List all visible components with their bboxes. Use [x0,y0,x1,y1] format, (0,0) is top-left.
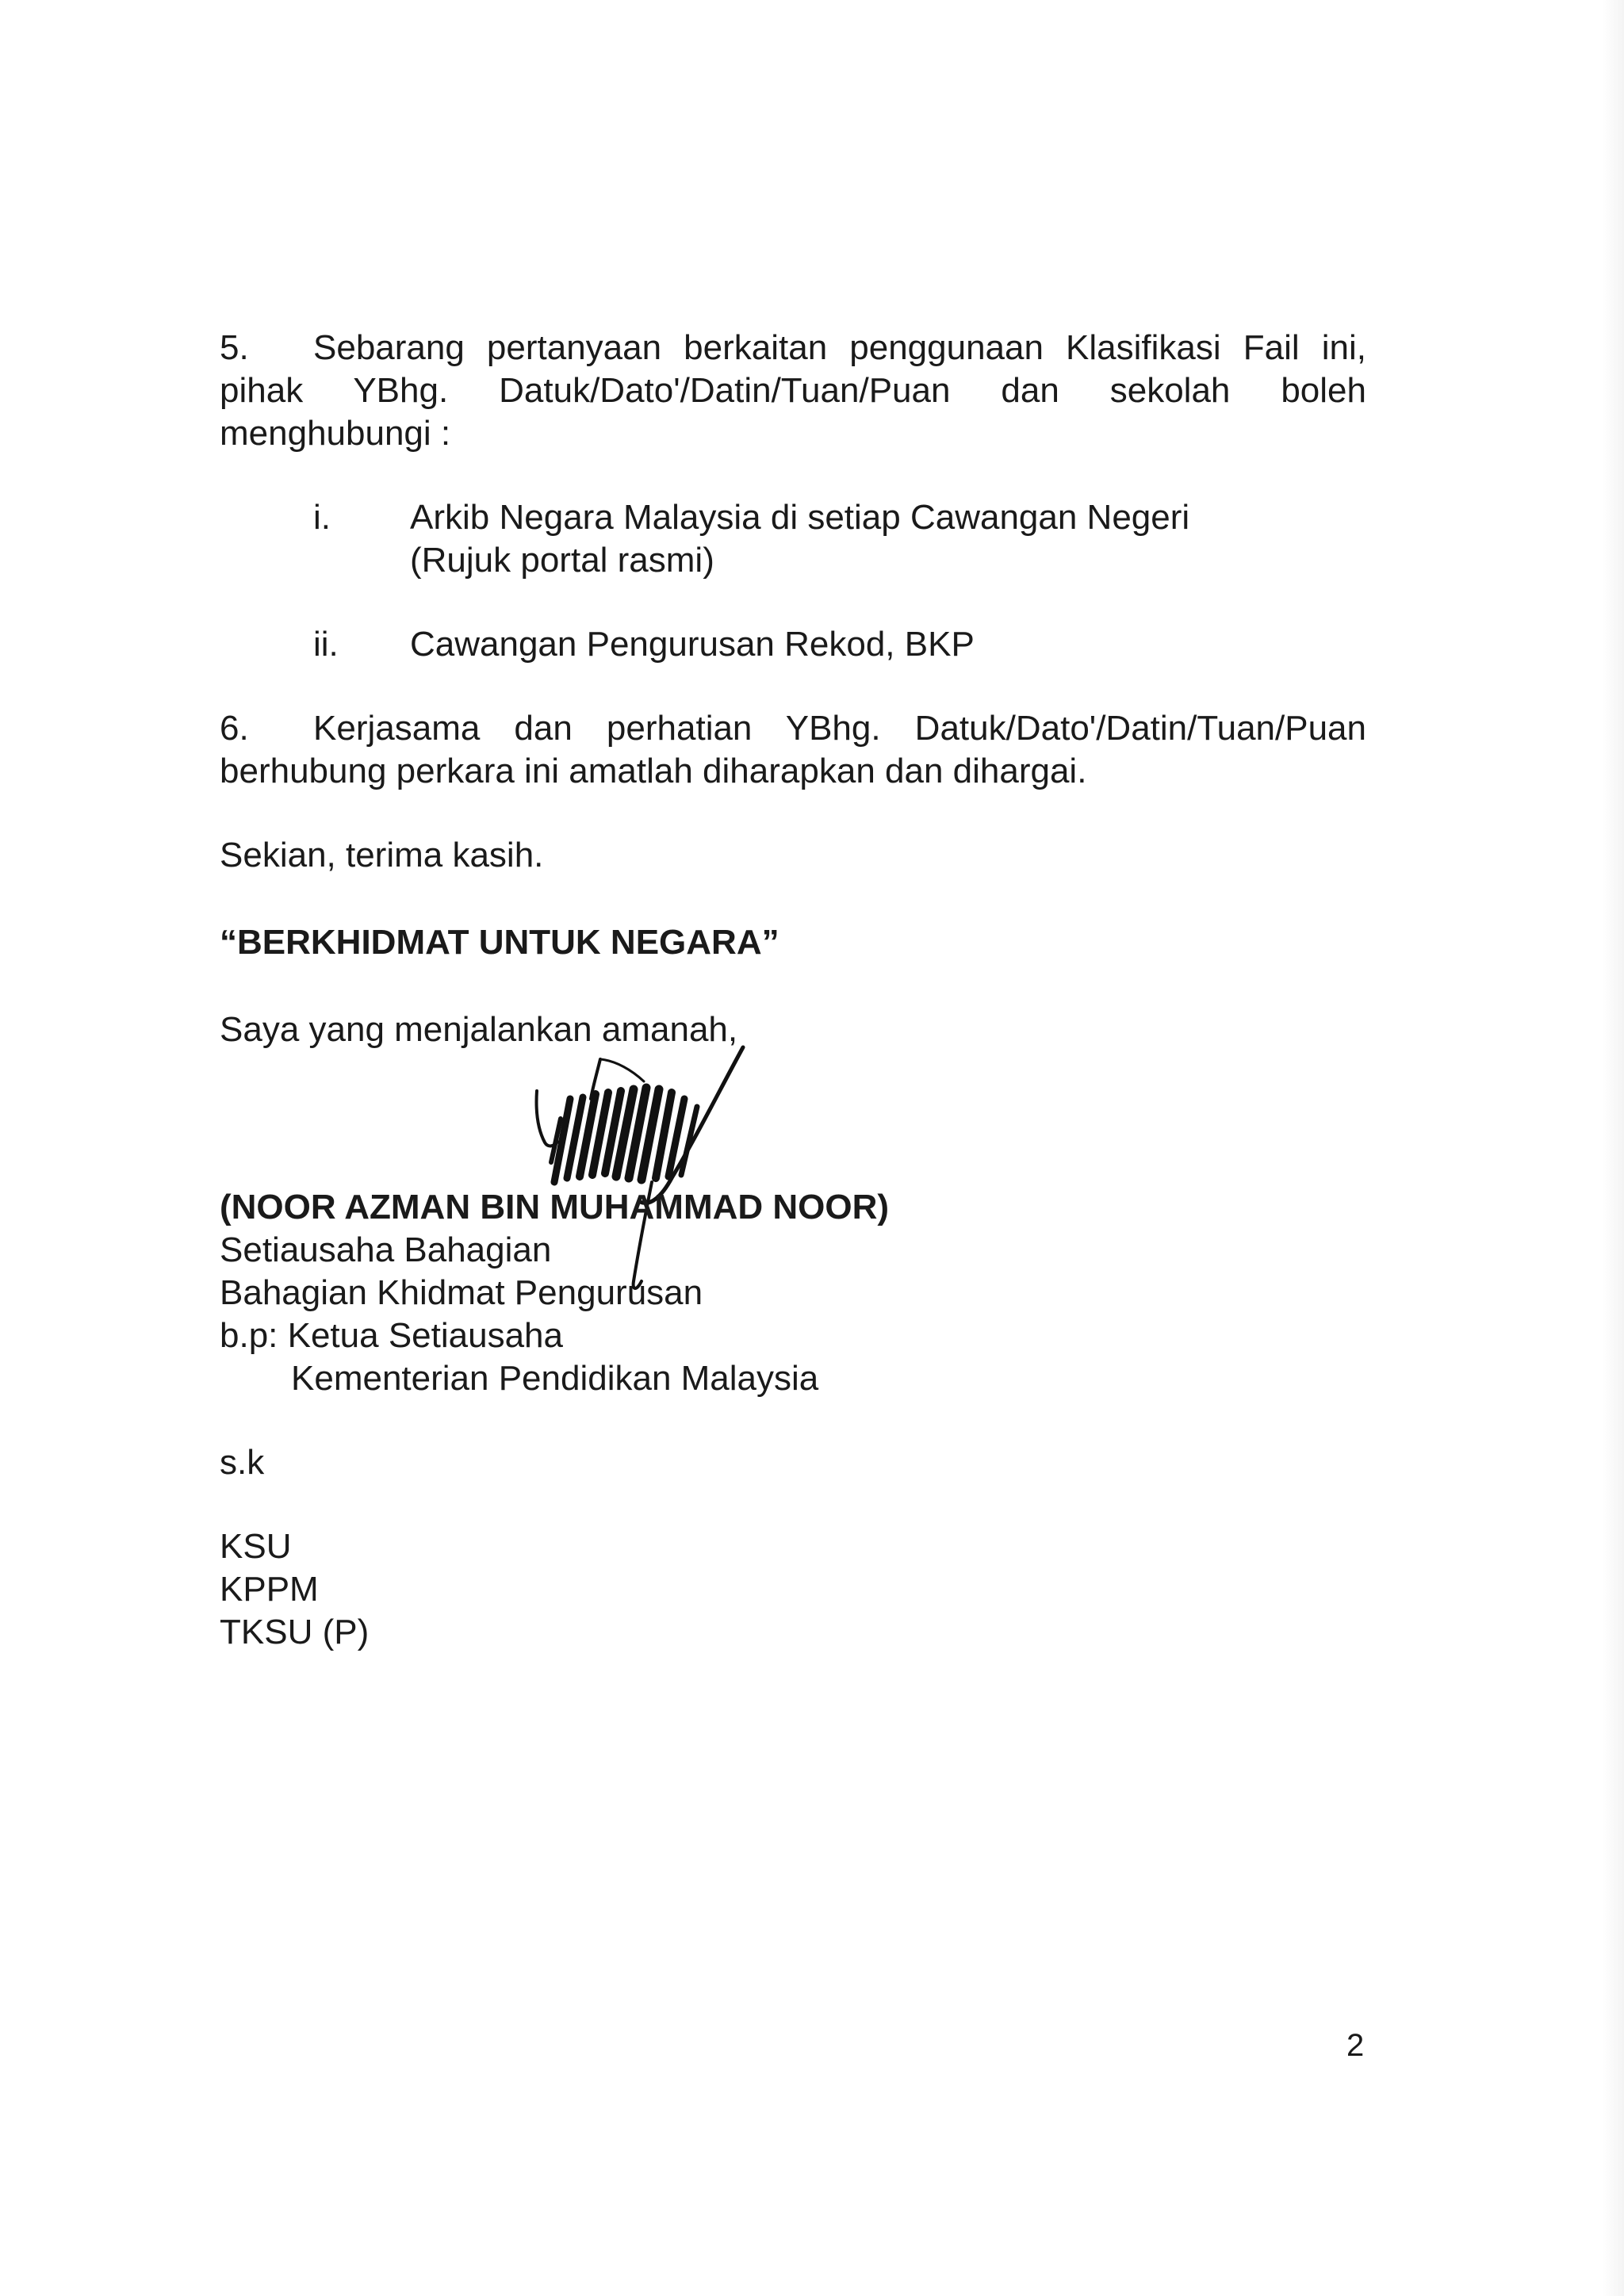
contact-item-arkib [313,496,1366,582]
signatory-on-behalf: b.p: Ketua Setiausaha [220,1316,563,1355]
scan-edge-shading [1602,0,1624,2296]
cc-label: s.k [220,1443,265,1482]
contact-item-line: Arkib Negara Malaysia di setiap Cawangan Negeri [410,498,1190,537]
paragraph-6 [220,707,1366,793]
cc-recipient: TKSU (P) [220,1613,370,1651]
closing-line: Sekian, terima kasih. [220,836,544,874]
cc-recipient: KSU [220,1527,292,1566]
cc-recipient: KPPM [220,1570,319,1609]
contact-item-line: Cawangan Pengurusan Rekod, BKP [410,625,975,664]
signatory-title: Setiausaha Bahagian [220,1230,552,1269]
motto: “BERKHIDMAT UNTUK NEGARA” [220,923,779,962]
paragraph-6-number: 6. [220,709,249,748]
signatory-name: (NOOR AZMAN BIN MUHAMMAD NOOR) [220,1188,890,1226]
signatory-block [220,1186,1366,1400]
page-number: 2 [1346,2028,1365,2063]
letter-body [220,327,1366,1654]
signatory-division: Bahagian Khidmat Pengurusan [220,1273,703,1312]
signature-area [220,1051,1366,1186]
contact-item-numeral: i. [313,498,331,537]
contact-item-bkp [313,623,1366,666]
paragraph-5-text: Sebarang pertanyaan berkaitan penggunaan Klasifikasi Fail ini, pihak YBhg. Datuk/Dato'/Datin/Tuan/Puan dan sekolah boleh menghubungi : [220,328,1366,453]
cc-list [220,1525,1366,1654]
signatory-ministry: Kementerian Pendidikan Malaysia [291,1359,819,1398]
paragraph-5-number: 5. [220,328,249,367]
contact-item-numeral: ii. [313,625,339,664]
contact-item-line: (Rujuk portal rasmi) [410,541,714,580]
paragraph-5 [220,327,1366,455]
paragraph-6-text: Kerjasama dan perhatian YBhg. Datuk/Dato'/Datin/Tuan/Puan berhubung perkara ini amatlah diharapkan dan dihargai. [220,709,1366,790]
contact-list [220,496,1366,666]
trust-line: Saya yang menjalankan amanah, [220,1010,738,1049]
